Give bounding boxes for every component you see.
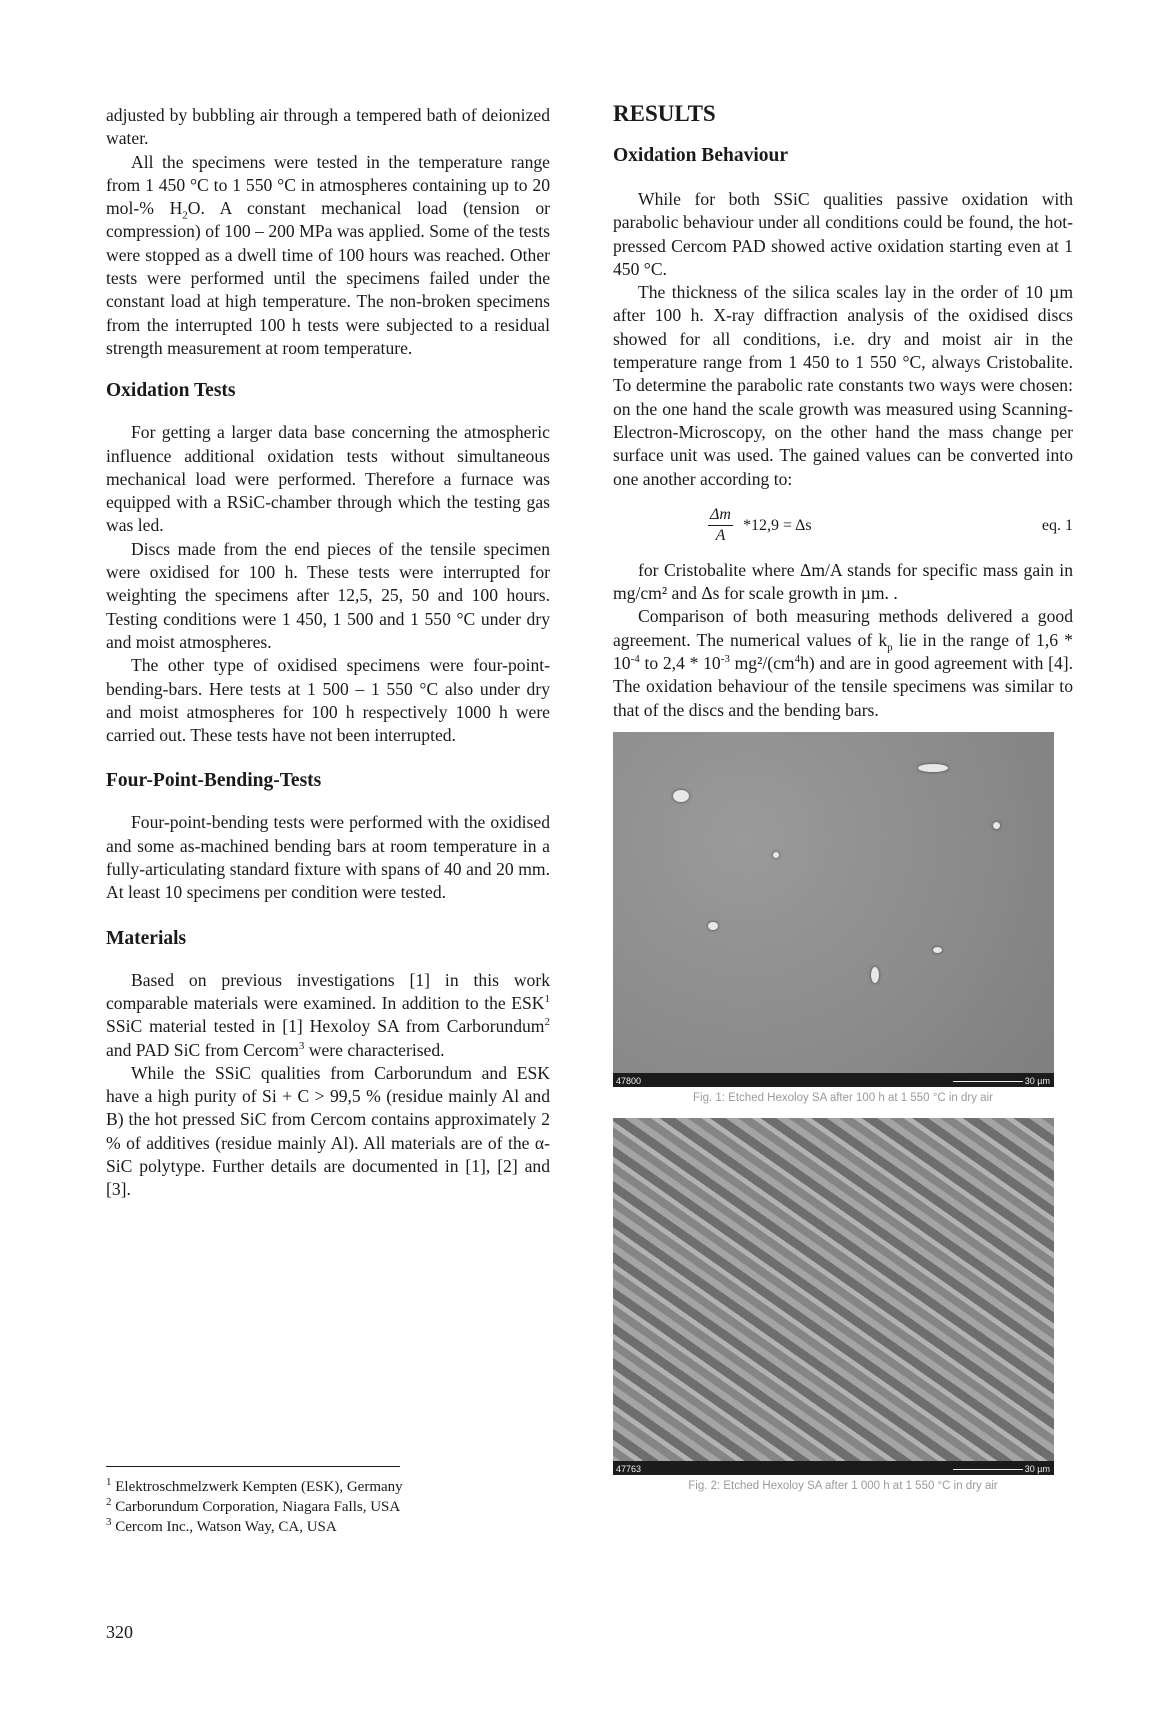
page-number: 320	[106, 1622, 133, 1642]
figure-2-scalebar	[613, 1461, 1054, 1475]
right-column	[613, 100, 1073, 1492]
equation-1	[613, 505, 1073, 555]
left-column	[106, 104, 550, 1202]
equation-label: eq. 1	[1041, 516, 1073, 534]
footnote-ref-1: 1	[544, 993, 550, 1006]
paragraph-behaviour-1: While for both SSiC qualities passive oxidation with parabolic behaviour under all conditions could be found, the hot-pressed Cercom PAD showed active oxidation starting even at 1 450 °C.	[613, 189, 1073, 279]
footnote-2: $^2$ Carborundum Corporation, Niagara Falls, USA	[106, 1496, 401, 1515]
heading-results: RESULTS	[613, 101, 716, 126]
paragraph-intro-1: adjusted by bubbling air through a tempered bath of deionized water.	[106, 105, 550, 149]
paragraph-materials-2: While the SSiC qualities from Carborundum and ESK have a high purity of Si + C > 99,5 % (residue mainly Al and B) the hot pressed SiC from Cercom contains approximately 2 % of additives (residue mainly Al). All materials are of the α-SiC polytype. Further details are documented in [1], [2] and [3].	[106, 1062, 550, 1200]
paragraph-oxidation-2: Discs made from the end pieces of the tensile specimen were oxidised for 100 h. These tests were interrupted for weighting the specimens after 12,5, 25, 50 and 100 hours. Testing conditions were 1 450, 1 500 and 1 550 °C under dry and moist atmospheres.	[106, 538, 550, 652]
heading-oxidation-tests: Oxidation Tests	[106, 380, 236, 402]
figure-1-micrograph	[613, 732, 1054, 1087]
heading-materials: Materials	[106, 927, 187, 949]
heading-oxidation-behaviour: Oxidation Behaviour	[613, 145, 788, 166]
paragraph-materials-1: Based on previous investigations [1] in this work comparable materials were examined. In addition to the ESK$^1$ SSiC material tested in [1] Hexoloy SA from Carborundum$^2$ and PAD SiC from Cercom$^3$ were characterised.	[106, 969, 550, 1060]
paragraph-intro-2: All the specimens were tested in the temperature range from 1 450 °C to 1 550 °C in atmospheres containing up to 20 mol-% $H_2O$. A constant mechanical load (tension or compression) of 100 – 200 MPa was applied. Some of the tests were stopped as a dwell time of 100 hours was reached. Other tests were performed until the specimens failed under the constant load at high temperature. The non-broken specimens from the interrupted 100 h tests were subjected to a residual strength measurement at room temperature.	[106, 151, 550, 358]
footnote-ref-2: 2	[544, 1016, 550, 1029]
equation-fraction: $\frac{\Delta m}{A}$	[710, 505, 731, 544]
footnote-3: $^3$ Cercom Inc., Watson Way, CA, USA	[106, 1516, 337, 1535]
paragraph-behaviour-3: for Cristobalite where Δm/A stands for specific mass gain in mg/cm² and Δs for scale growth in µm. .	[613, 559, 1073, 604]
figure-1-id: 47800	[616, 1075, 642, 1086]
paragraph-oxidation-1: For getting a larger data base concerning the atmospheric influence additional oxidation tests without simultaneous mechanical load were performed. Therefore a furnace was equipped with a RSiC-chamber through which the testing gas was led.	[106, 422, 550, 536]
footnote-1: $^1$ Elektroschmelzwerk Kempten (ESK), Germany	[106, 1476, 403, 1495]
figure-1-scale: 30 µm	[953, 1076, 1050, 1086]
footnote-rule	[106, 1466, 400, 1467]
figure-2-caption: Fig. 2: Etched Hexoloy SA after 1 000 h at 1 550 °C in dry air	[688, 1479, 998, 1492]
paragraph-oxidation-3: The other type of oxidised specimens were four-point-bending-bars. Here tests at 1 500 – 1 550 °C also under dry and moist atmospheres for 100 h respectively 1000 h were carried out. These tests have not been interrupted.	[106, 655, 550, 746]
equation-rhs: *12,9 = Δs	[743, 516, 812, 534]
figure-2-scale: 30 µm	[953, 1464, 1050, 1474]
figure-1-scalebar	[613, 1073, 1054, 1087]
figure-1-caption: Fig. 1: Etched Hexoloy SA after 100 h at 1 550 °C in dry air	[693, 1091, 993, 1104]
footnote-ref-3: 3	[298, 1039, 305, 1052]
footnotes	[106, 1466, 550, 1537]
paragraph-behaviour-4: Comparison of both measuring methods delivered a good agreement. The numerical values of $k_p$ lie in the range of $1,6 * 10^{-4}$ to $2,4 * 10^{-3}$ mg²/$(cm^4h)$ and are in good agreement with [4]. The oxidation behaviour of the tensile specimens was similar to that of the discs and the bending bars.	[613, 606, 1073, 720]
paragraph-behaviour-2: The thickness of the silica scales lay in the order of 10 µm after 100 h. X-ray diffraction analysis of the oxidised discs showed for all conditions, i.e. dry and moist air in the temperature range from 1 450 to 1 550 °C, always Cristobalite. To determine the parabolic rate constants two ways were chosen: on the one hand the scale growth was measured using Scanning-Electron-Microscopy, on the other hand the mass change per surface unit was used. The gained values can be converted into one another according to:	[613, 282, 1073, 489]
paragraph-four-point: Four-point-bending tests were performed with the oxidised and some as-machined bending bars at room temperature in a fully-articulating standard fixture with spans of 40 and 20 mm. At least 10 specimens per condition were tested.	[106, 812, 550, 903]
figure-2-micrograph	[613, 1118, 1054, 1475]
figure-2-id: 47763	[616, 1463, 642, 1474]
heading-four-point-bending: Four-Point-Bending-Tests	[106, 770, 322, 792]
